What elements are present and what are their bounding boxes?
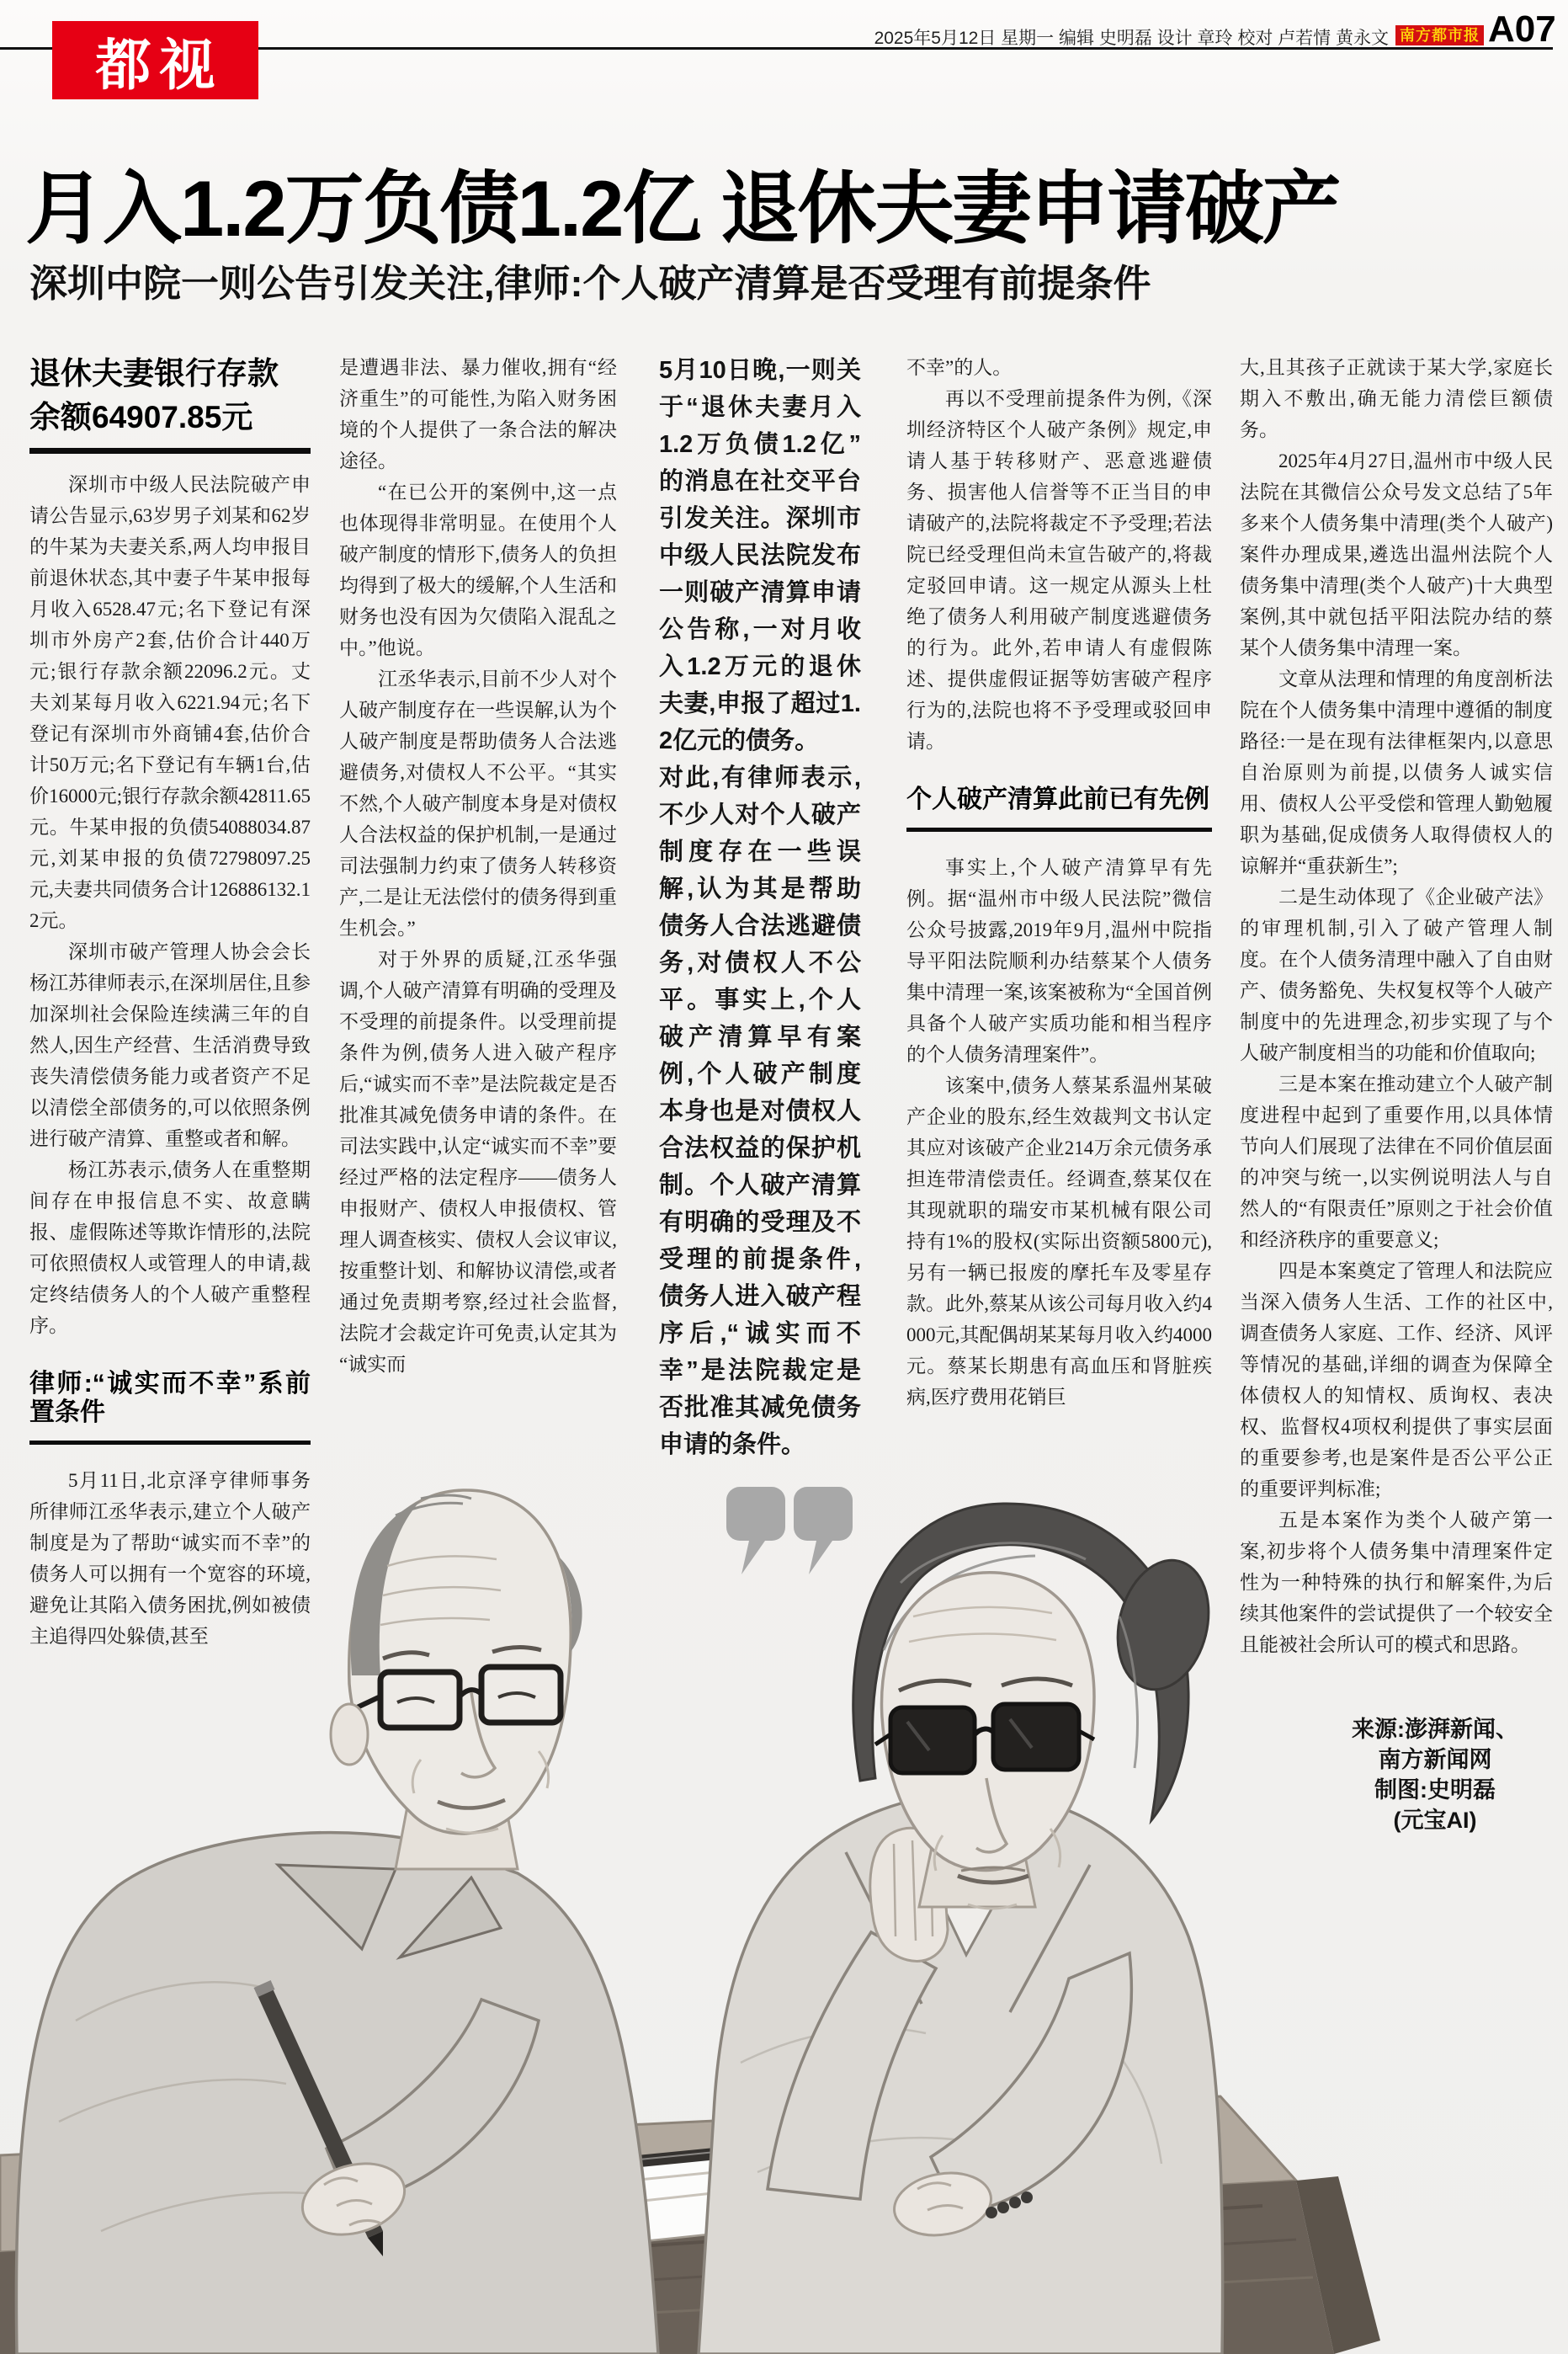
subhead-rule <box>29 1441 311 1445</box>
page-number: A07 <box>1488 8 1556 50</box>
paragraph: 深圳市破产管理人协会会长杨江苏律师表示,在深圳居住,且参加深圳社会保险连续满三年的自然人,因生产经营、生活消费导致丧失清偿债务能力或者资产不足以清偿全部债务的,可以依照条例进行破产清算、重整或者和解。 <box>29 941 311 1149</box>
column-2 <box>339 352 617 1380</box>
paragraph: 江丞华表示,目前不少人对个人破产制度存在一些误解,认为个人破产制度是帮助债务人合法逃避债务,对债权人不公平。“其实不然,个人破产制度本身是对债权人合法权益的保护机制,一是通过司法强制力约束了债务人转移资产,二是让无法偿付的债务得到重生机会。” <box>339 668 617 939</box>
quote-mark-icon <box>726 1487 853 1578</box>
paragraph: 2025年4月27日,温州市中级人民法院在其微信公众号发文总结了5年多来个人债务集中清理(类个人破产)案件办理成果,遴选出温州法院个人债务集中清理(类个人破产)十大典型案例,其中就包括平阳法院办结的蔡某个人债务集中清理一案。 <box>1240 450 1553 658</box>
credit-block <box>1321 1714 1549 1835</box>
brand-logo: 南方都市报 <box>1395 25 1484 45</box>
paragraph: 大,且其孩子正就读于某大学,家庭长期入不敷出,确无能力清偿巨额债务。 <box>1240 357 1553 440</box>
paragraph: 是遭遇非法、暴力催收,拥有“经济重生”的可能性,为陷入财务困境的个人提供了一条合法的解决途径。 <box>339 357 617 471</box>
paragraph: 不幸”的人。 <box>906 357 1013 378</box>
paragraph: “在已公开的案例中,这一点也体现得非常明显。在使用个人破产制度的情形下,债务人的负担均得到了极大的缓解,个人生活和财务也没有因为欠债陷入混乱之中。”他说。 <box>339 482 617 658</box>
column-5 <box>1240 352 1553 1660</box>
section-kicker-label: 都视 <box>95 34 224 96</box>
sub-headline: 深圳中院一则公告引发关注,律师:个人破产清算是否受理有前提条件 <box>29 262 1151 305</box>
paragraph: 该案中,债务人蔡某系温州某破产企业的股东,经生效裁判文书认定其应对该破产企业214万余元债务承担连带清偿责任。经调查,蔡某仅在其现就职的瑞安市某机械有限公司持有1%的股权(实际出资额5800元),另有一辆已报废的摩托车及零星存款。此外,蔡某从该公司每月收入约4000元,其配偶胡某某每月收入约4000元。蔡某长期患有高血压和肾脏疾病,医疗费用花销巨 <box>906 1075 1212 1408</box>
paragraph: 再以不受理前提条件为例,《深圳经济特区个人破产条例》规定,申请人基于转移财产、恶意逃避债务、损害他人信誉等不正当目的申请破产的,法院将裁定不予受理;若法院已经受理但尚未宣告破产的,将裁定驳回申请。这一规定从源头上杜绝了债务人利用破产制度逃避债务的行为。此外,若申请人有虚假陈述、提供虚假证据等妨害破产程序行为的,法院也将不予受理或驳回申请。 <box>906 388 1212 752</box>
masthead-dateline: 2025年5月12日 星期一 编辑 史明磊 设计 章玲 校对 卢若情 黄永文 <box>874 29 1389 48</box>
paragraph: 二是生动体现了《企业破产法》的审理机制,引入了破产管理人制度。在个人债务清理中融入了自由财产、债务豁免、失权复权等个人破产制度中的先进理念,初步实现了与个人破产制度相当的功能和价值取向; <box>1240 887 1553 1063</box>
column-kicker-line2: 余额64907.85元 <box>29 400 253 434</box>
paragraph: 对于外界的质疑,江丞华强调,个人破产清算有明确的受理及不受理的前提条件。以受理前提条件为例,债务人进入破产程序后,“诚实而不幸”是法院裁定是否批准其减免债务申请的条件。在司法实践中,认定“诚实而不幸”要经过严格的法定程序——债务人申报财产、债权人申报债权、管理人调查核实、债权人会议审议,按重整计划、和解协议清偿,或者通过免责期考察,经过社会监督,法院才会裁定许可免责,认定其为“诚实而 <box>339 949 617 1375</box>
lede-column <box>659 352 861 1578</box>
paragraph: 三是本案在推动建立个人破产制度进程中起到了重要作用,以具体情节向人们展现了法律在不同价值层面的冲突与统一,以实例说明法人与自然人的“有限责任”原则之于社会价值和经济秩序的重要意义; <box>1240 1073 1553 1250</box>
paragraph: 杨江苏表示,债务人在重整期间存在申报信息不实、故意瞒报、虚假陈述等欺诈情形的,法院可依照债权人或管理人的申请,裁定终结债务人的个人破产重整程序。 <box>29 1159 311 1336</box>
paragraph: 五是本案作为类个人破产第一案,初步将个人债务集中清理案件定性为一种特殊的执行和解案件,为后续其他案件的尝试提供了一个较安全且能被社会所认可的模式和思路。 <box>1240 1510 1553 1655</box>
column-1 <box>29 352 311 1652</box>
credit-line: 制图:史明磊 <box>1374 1777 1496 1803</box>
credit-line: 南方新闻网 <box>1378 1747 1492 1772</box>
column-4 <box>906 352 1212 1413</box>
kicker-rule <box>29 448 311 454</box>
paragraph: 5月11日,北京泽亨律师事务所律师江丞华表示,建立个人破产制度是为了帮助“诚实而不幸”的债务人可以拥有一个宽容的环境,避免让其陷入债务困扰,例如被债主追得四处躲债,甚至 <box>29 1470 311 1647</box>
main-headline: 月入1.2万负债1.2亿 退休夫妻申请破产 <box>25 164 1340 253</box>
paragraph: 事实上,个人破产清算早有先例。据“温州市中级人民法院”微信公众号披露,2019年9月,温州中院指导平阳法院顺利办结蔡某个人债务集中清理一案,该案被称为“全国首例具备个人破产实质功能和相当程序的个人债务清理案件”。 <box>906 857 1212 1065</box>
paragraph: 深圳市中级人民法院破产申请公告显示,63岁男子刘某和62岁的牛某为夫妻关系,两人均申报目前退休状态,其中妻子牛某申报每月收入6528.47元;名下登记有深圳市外房产2套,估价合计440万元;银行存款余额22096.2元。丈夫刘某每月收入6221.94元;名下登记有深圳市外商铺4套,估价合计50万元;名下登记有车辆1台,估价16000元;银行存款余额42811.65元。牛某申报的负债54088034.87元,刘某申报的负债72798097.25元,夫妻共同债务合计126886132.12元。 <box>29 474 311 931</box>
lede-paragraph: 5月10日晚,一则关于“退休夫妻月入1.2万负债1.2亿”的消息在社交平台引发关注。深圳市中级人民法院发布一则破产清算申请公告称,一对月收入1.2万元的退休夫妻,申报了超过1.2亿元的债务。 <box>659 357 861 754</box>
credit-line: (元宝AI) <box>1393 1808 1477 1833</box>
column-kicker-line1: 退休夫妻银行存款 <box>29 356 279 391</box>
section-subhead: 律师:“诚实而不幸”系前置条件 <box>29 1370 311 1426</box>
section-subhead: 个人破产清算此前已有先例 <box>906 786 1209 813</box>
lede-paragraph: 对此,有律师表示,不少人对个人破产制度存在一些误解,认为其是帮助债务人合法逃避债务,对债权人不公平。事实上,个人破产清算早有案例,个人破产制度本身也是对债权人合法权益的保护机制。个人破产清算有明确的受理及不受理的前提条件,债务人进入破产程序后,“诚实而不幸”是法院裁定是否批准其减免债务申请的条件。 <box>659 764 861 1458</box>
paragraph: 四是本案奠定了管理人和法院应当深入债务人生活、工作的社区中,调查债务人家庭、工作、经济、风评等情况的基础,详细的调查为保障全体债权人的知情权、质询权、表决权、监督权4项权利提供了事实层面的重要参考,也是案件是否公平公正的重要评判标准; <box>1240 1260 1553 1499</box>
subhead-rule <box>906 828 1212 832</box>
section-kicker-box <box>52 21 258 99</box>
credit-line: 来源:澎湃新闻、 <box>1352 1717 1518 1742</box>
paragraph: 文章从法理和情理的角度剖析法院在个人债务集中清理中遵循的制度路径:一是在现有法律框架内,以意思自治原则为前提,以债务人诚实信用、债权人公平受偿和管理人勤勉履职为基础,促成债务人取得债权人的谅解并“重获新生”; <box>1240 668 1553 876</box>
